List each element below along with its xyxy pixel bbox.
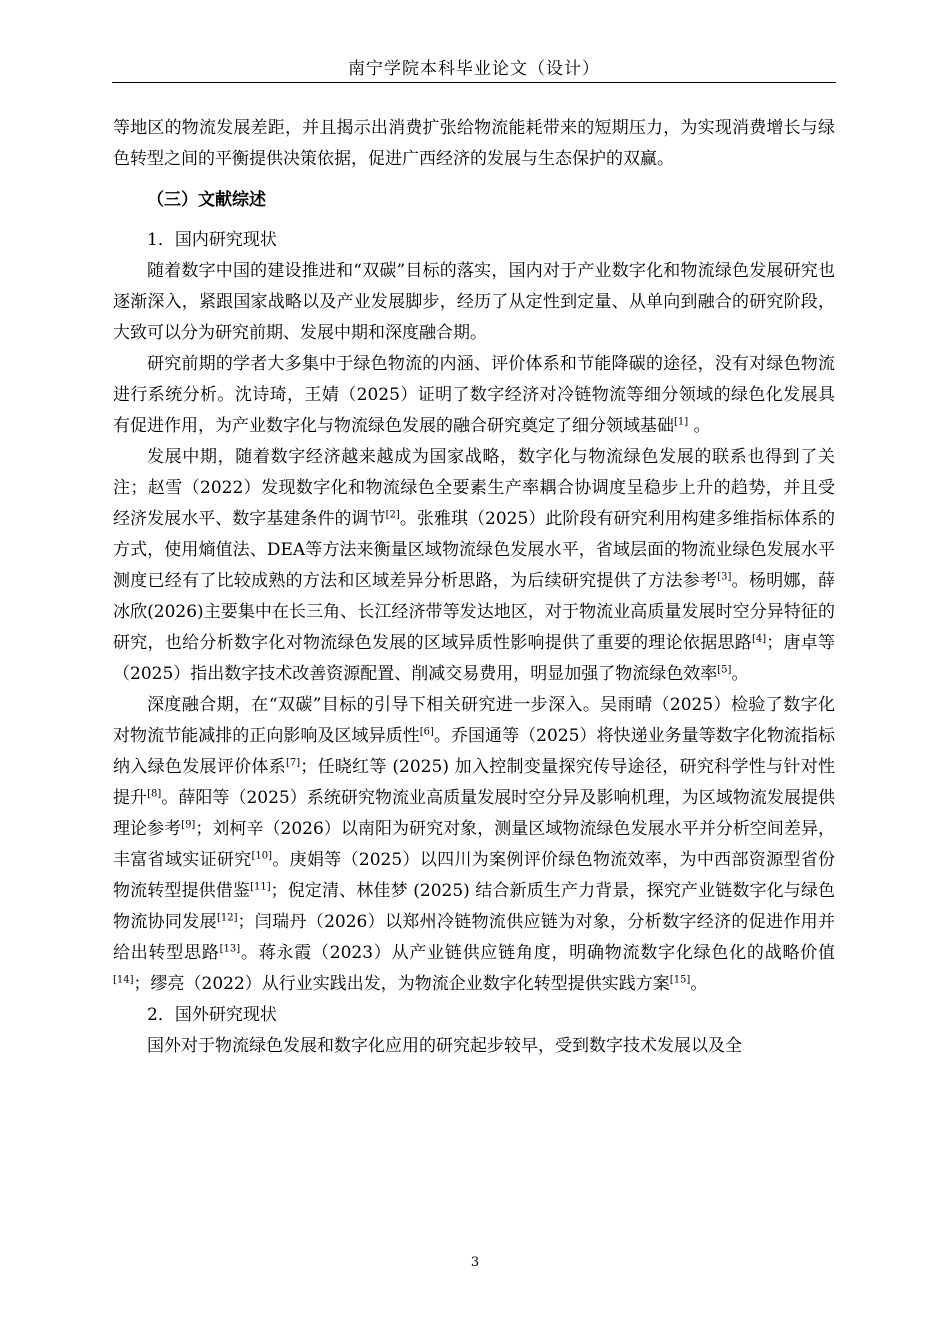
citation-ref: [15] — [669, 974, 691, 986]
paragraph-middle-stage — [113, 442, 835, 690]
subsection-title-foreign: 2．国外研究现状 — [147, 1005, 277, 1025]
paragraph-continuation: 等地区的物流发展差距，并且揭示出消费扩张给物流能耗带来的短期压力，为实现消费增长与绿色转型之间的平衡提供决策依据，促进广西经济的发展与生态保护的双赢。 — [113, 118, 835, 169]
citation-ref: [9] — [181, 819, 196, 831]
citation-ref: [3] — [717, 571, 732, 583]
paragraph-early-stage — [113, 349, 835, 442]
paragraph-deep-stage — [113, 690, 835, 1000]
citation-ref: [6] — [419, 726, 434, 738]
page-header: 南宁学院本科毕业论文（设计） — [348, 59, 600, 79]
text-run: ；缪亮（2022）从行业实践出发，为物流企业数字化转型提供实践方案 — [133, 974, 670, 994]
paragraph-foreign: 国外对于物流绿色发展和数字化应用的研究起步较早，受到数字技术发展以及全 — [147, 1036, 742, 1056]
text-run: ；倪定清、林佳梦 (2025) 结合新质生产力背景，探究产业链数字化与绿色物流协同发展 — [113, 881, 836, 932]
citation-ref: [11] — [250, 881, 271, 893]
section-title: （三）文献综述 — [147, 190, 266, 210]
paragraph-intro: 随着数字中国的建设推进和“双碳”目标的落实，国内对于产业数字化和物流绿色发展研究也逐渐深入，紧跟国家战略以及产业发展脚步，经历了从定性到定量、从单向到融合的研究阶段，大致可以分为研究前期、发展中期和深度融合期。 — [113, 261, 835, 343]
text-run: 研究前期的学者大多集中于绿色物流的内涵、评价体系和节能降碳的途径，没有对绿色物流进行系统分析。沈诗琦，王婧（2025）证明了数字经济对冷链物流等细分领域的绿色化发展具有促进作用，为产业数字化与物流绿色发展的融合研究奠定了细分领域基础 — [113, 354, 835, 436]
text-run: 。 — [688, 416, 711, 436]
text-run: 。乔国通等（2025）将快递业务量等数字化物流指标纳入绿色发展评价体系 — [113, 726, 835, 777]
citation-ref: [14] — [113, 974, 134, 986]
citation-ref: [1] — [674, 416, 689, 428]
text-run: ；唐卓等（2025）指出数字技术改善资源配置、削减交易费用，明显加强了物流绿色效率 — [113, 633, 835, 684]
header-rule — [112, 82, 836, 83]
citation-ref: [13] — [219, 943, 241, 955]
subsection-title-domestic: 1．国内研究现状 — [147, 230, 277, 250]
text-run: 。蒋永霞（2023）从产业链供应链角度，明确物流数字化绿色化的战略价值 — [240, 943, 836, 963]
citation-ref: [7] — [286, 757, 301, 769]
citation-ref: [10] — [251, 850, 273, 862]
text-run: 发展中期，随着数字经济越来越成为国家战略，数字化与物流绿色发展的联系也得到了关注；赵雪（2022）发现数字化和物流绿色全要素生产率耦合协调度呈稳步上升的趋势，并且受经济发展水平、数字基建条件的调节 — [113, 447, 835, 529]
text-run: 。薛阳等（2025）系统研究物流业高质量发展时空分异及影响机理，为区域物流发展提供理论参考 — [113, 788, 835, 839]
text-run: 。 — [690, 974, 708, 994]
citation-ref: [4] — [752, 633, 767, 645]
text-run: ；刘柯辛（2026）以南阳为研究对象，测量区域物流绿色发展水平并分析空间差异，丰富省域实证研究 — [113, 819, 836, 870]
citation-ref: [5] — [717, 664, 732, 676]
text-run: ；闫瑞丹（2026）以郑州冷链物流供应链为对象，分析数字经济的促进作用并给出转型思路 — [113, 912, 836, 963]
text-run: 深度融合期，在“双碳”目标的引导下相关研究进一步深入。吴雨晴（2025）检验了数字化对物流节能减排的正向影响及区域异质性 — [113, 695, 835, 746]
citation-ref: [12] — [216, 912, 238, 924]
page-number: 3 — [470, 1255, 480, 1270]
page-content — [113, 113, 835, 1062]
citation-ref: [2] — [385, 509, 400, 521]
text-run: 。杨明娜，薛冰欣(2026)主要集中在长三角、长江经济带等发达地区，对于物流业高质量发展时空分异特征的研究，也给分析数字化对物流绿色发展的区域异质性影响提供了重要的理论依据思路 — [113, 571, 836, 653]
text-run: 。庚娟等（2025）以四川为案例评价绿色物流效率，为中西部资源型省份物流转型提供借鉴 — [113, 850, 836, 901]
text-run: ；任晓红等 (2025) 加入控制变量探究传导途径，研究科学性与针对性提升 — [113, 757, 836, 808]
citation-ref: [8] — [147, 788, 162, 800]
text-run: 。张雅琪（2025）此阶段有研究利用构建多维指标体系的方式，使用熵值法、DEA等方法来衡量区域物流绿色发展水平，省域层面的物流业绿色发展水平测度已经有了比较成熟的方法和区域差异分析思路，为后续研究提供了方法参考 — [113, 509, 835, 591]
text-run: 。 — [731, 664, 749, 684]
